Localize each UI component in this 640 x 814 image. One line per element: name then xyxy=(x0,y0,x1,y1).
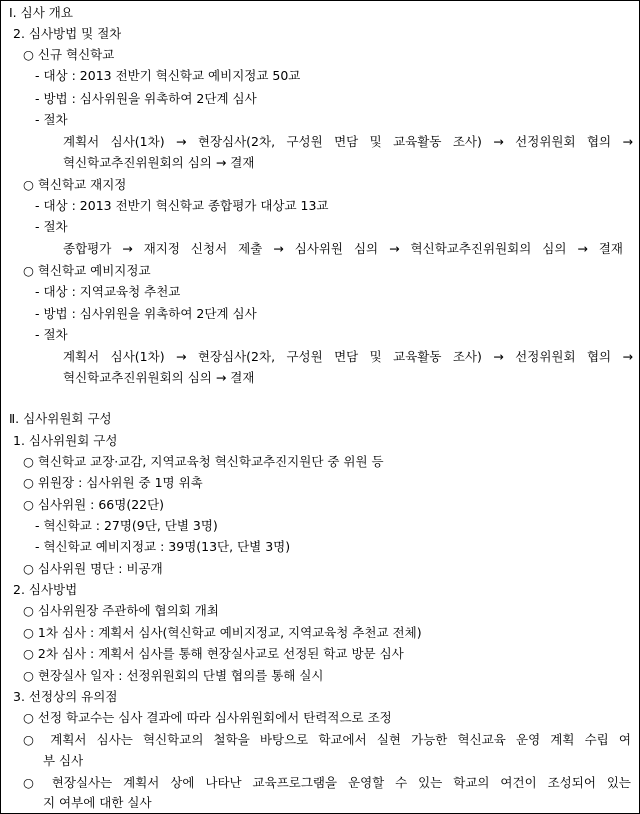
redesignation-procedure-line1: 종합평가 → 재지정 신청서 제출 → 심사위원 심의 → 혁신학교추진위원회의 심의 → 결재 xyxy=(63,241,623,256)
committee-chair: ○ 위원장 : 심사위원 중 1명 위촉 xyxy=(23,475,203,490)
preliminary-procedure-label: - 절차 xyxy=(35,327,68,342)
redesignation-procedure-label: - 절차 xyxy=(35,219,68,234)
committee-members: ○ 혁신학교 교장·교감, 지역교육청 혁신학교추진지원단 중 위원 등 xyxy=(23,454,384,469)
method-second-review: ○ 2차 심사 : 계획서 심사를 통해 현장실사교로 선정된 학교 방문 심사 xyxy=(23,646,404,661)
method-council: ○ 심사위원장 주관하에 협의회 개최 xyxy=(23,603,219,618)
note-site-review-line1: ○ 현장실사는 계획서 상에 나타난 교육프로그램을 운영할 수 있는 학교의 여건이 조성되어 있는 xyxy=(23,775,631,790)
preliminary-target: - 대상 : 지역교육청 추천교 xyxy=(35,284,181,299)
method-first-review: ○ 1차 심사 : 계획서 심사(혁신학교 예비지정교, 지역교육청 추천교 전체) xyxy=(23,625,422,640)
item-new-school: ○ 신규 혁신학교 xyxy=(23,47,115,62)
note-site-review-line2: 지 여부에 대한 실사 xyxy=(43,795,152,810)
preliminary-procedure-line1: 계획서 심사(1차) → 현장심사(2차, 구성원 면담 및 교육활동 조사) → 선정위원회 협의 → xyxy=(63,349,633,364)
method-site-date: ○ 현장실사 일자 : 선정위원회의 단별 협의를 통해 실시 xyxy=(23,668,324,683)
preliminary-method: - 방법 : 심사위원을 위촉하여 2단계 심사 xyxy=(35,306,257,321)
note-school-count: ○ 선정 학교수는 심사 결과에 따라 심사위원회에서 탄력적으로 조정 xyxy=(23,710,392,725)
subheading-selection-notes: 3. 선정상의 유의점 xyxy=(13,689,118,704)
section-heading-overview: Ⅰ. 심사 개요 xyxy=(9,5,73,20)
committee-count-innovation: - 혁신학교 : 27명(9단, 단별 3명) xyxy=(35,518,218,533)
item-redesignation: ○ 혁신학교 재지정 xyxy=(23,177,127,192)
subheading-method-procedure: 2. 심사방법 및 절차 xyxy=(13,26,122,41)
preliminary-procedure-line2: 혁신학교추진위원회의 심의 → 결재 xyxy=(63,370,255,385)
section-heading-committee: Ⅱ. 심사위원회 구성 xyxy=(9,411,112,426)
committee-count: ○ 심사위원 : 66명(22단) xyxy=(23,497,165,512)
new-school-procedure-line1: 계획서 심사(1차) → 현장심사(2차, 구성원 면담 및 교육활동 조사) → 선정위원회 협의 → xyxy=(63,134,633,149)
committee-count-preliminary: - 혁신학교 예비지정교 : 39명(13단, 단별 3명) xyxy=(35,539,291,554)
new-school-procedure-line2: 혁신학교추진위원회의 심의 → 결재 xyxy=(63,155,255,170)
note-plan-review-line1: ○ 계획서 심사는 혁신학교의 철학을 바탕으로 학교에서 실현 가능한 혁신교육 운영 계획 수립 여 xyxy=(23,732,631,747)
subheading-review-method: 2. 심사방법 xyxy=(13,582,78,597)
new-school-target: - 대상 : 2013 전반기 혁신학교 예비지정교 50교 xyxy=(35,68,301,83)
new-school-method: - 방법 : 심사위원을 위촉하여 2단계 심사 xyxy=(35,91,257,106)
committee-list-disclosure: ○ 심사위원 명단 : 비공개 xyxy=(23,561,163,576)
subheading-committee-composition: 1. 심사위원회 구성 xyxy=(13,433,118,448)
item-preliminary-school: ○ 혁신학교 예비지정교 xyxy=(23,263,151,278)
redesignation-target: - 대상 : 2013 전반기 혁신학교 종합평가 대상교 13교 xyxy=(35,198,329,213)
new-school-procedure-label: - 절차 xyxy=(35,112,68,127)
note-plan-review-line2: 부 심사 xyxy=(43,753,84,768)
